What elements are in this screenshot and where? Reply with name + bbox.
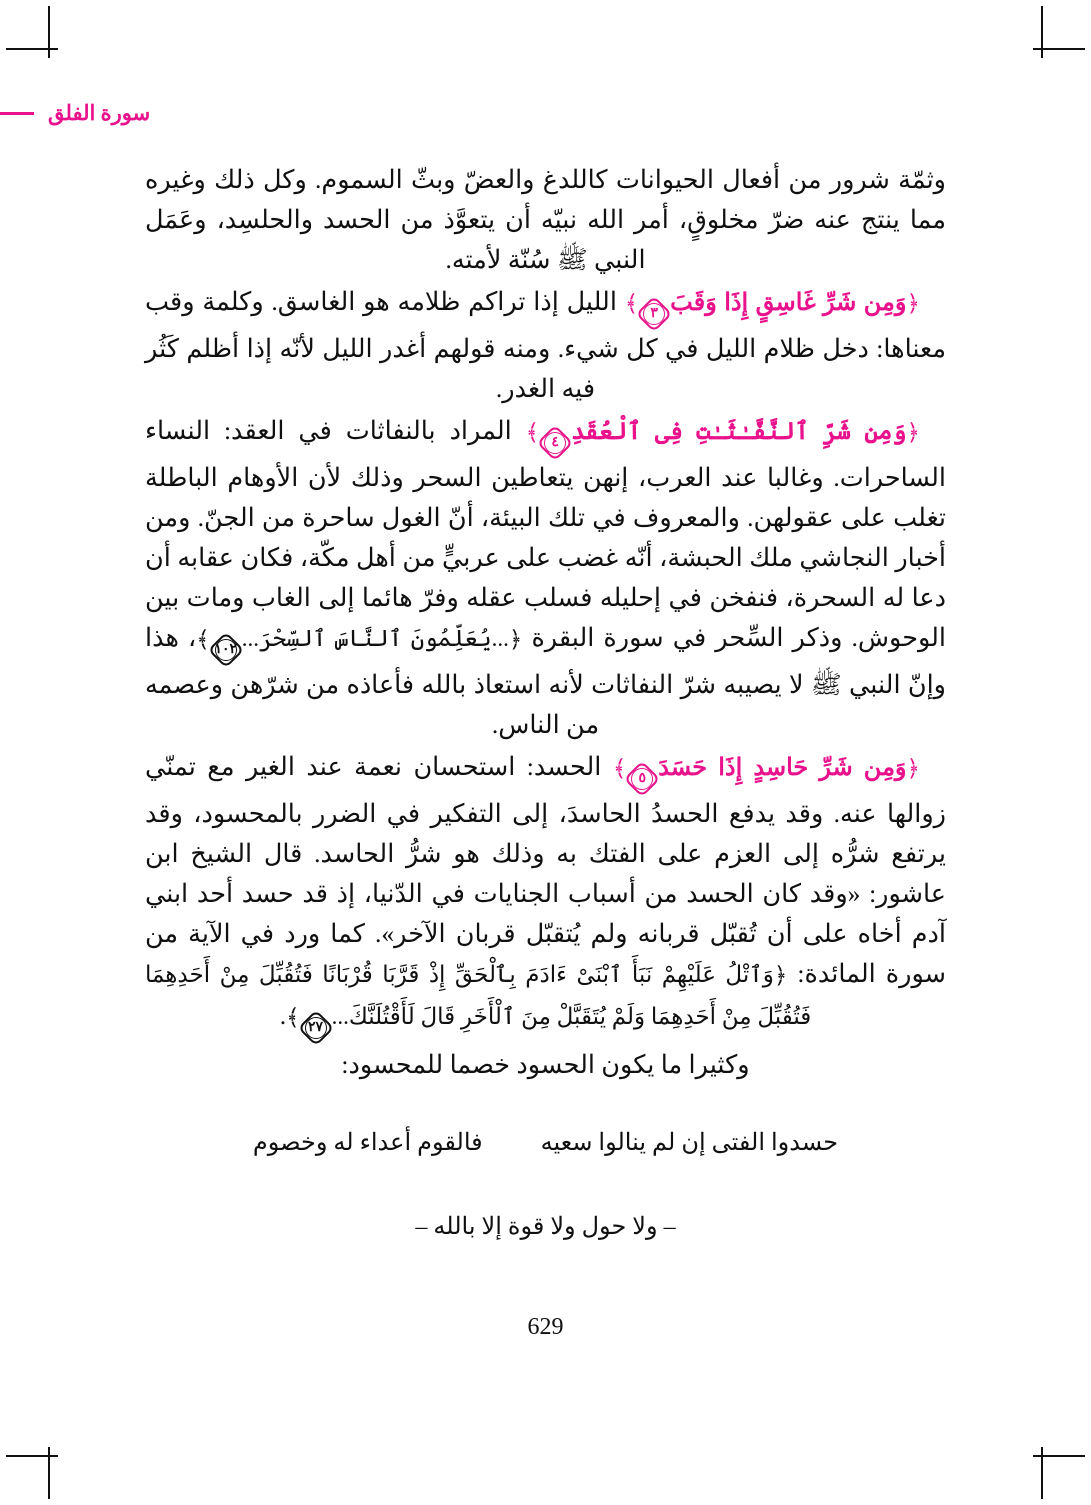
text-column bbox=[145, 160, 946, 1087]
ayah-number: ٥ bbox=[638, 771, 647, 786]
paragraph-ayah-5 bbox=[145, 747, 946, 1043]
surah-title: سورة الفلق bbox=[48, 101, 151, 125]
quran-close-bracket-icon: ﴾ bbox=[612, 756, 627, 781]
inner-quran-verse-text: ...يُعَلِّمُونَ ٱلنَّاسَ ٱلسِّحْرَ... bbox=[241, 626, 509, 651]
crop-mark-bottom-left-horizontal bbox=[6, 1455, 58, 1457]
inner-quran-open-bracket-icon: ﴿ bbox=[508, 627, 523, 652]
paragraph-text: الليل إذا تراكم ظلامه هو الغاسق. وكلمة وقب معناها: دخل ظلام الليل في كل شيء. ومنه قولهم أغدر الليل لأنّه إذا أظلم كَثُر فيه الغدر. bbox=[145, 287, 946, 403]
paragraph-ayah-3 bbox=[145, 282, 946, 409]
header-rule-icon bbox=[0, 112, 34, 115]
paragraph-text-part1: الحسد: استحسان نعمة عند الغير مع تمنّي زوالها عنه. وقد يدفع الحسدُ الحاسدَ، إلى التفكير في الضرر بالمحسود، وقد يرتفع شرُّه إلى العزم على الفتك به وذلك هو شرُّ الحاسد. قال الشيخ ابن عاشور: «وقد كان الحسد من أسباب الجنايات في الدّنيا، إذ قد حسد أحد ابني آدم أخاه على أن تُقبّل قربانه ولم يُتقبّل قربان الآخر». كما ورد في الآية من سورة المائدة: bbox=[145, 752, 947, 988]
inner-quran-close-bracket-icon: ﴾ bbox=[286, 1005, 300, 1030]
crop-mark-top-right-vertical bbox=[1041, 6, 1043, 58]
inner-quran-close-bracket-icon: ﴾ bbox=[196, 627, 210, 652]
crop-mark-bottom-right-horizontal bbox=[1033, 1455, 1085, 1457]
ayah-number: ٣ bbox=[650, 306, 658, 321]
ayah-number-medallion bbox=[639, 299, 669, 329]
quran-open-bracket-icon: ﴿ bbox=[906, 291, 920, 316]
paragraph-text-part2: ، هذا وإنّ النبي ﷺ لا يصيبه شرّ النفاثات لأنه استعاذ بالله فأعاذه من شرّهن وعصمه من الناس. bbox=[145, 623, 946, 739]
crop-mark-top-left-vertical bbox=[48, 6, 50, 58]
quran-close-bracket-icon: ﴾ bbox=[525, 420, 540, 445]
quran-verse-text: وَمِن شَرِّ حَاسِدٍ إِذَا حَسَدَ bbox=[658, 755, 907, 781]
paragraph-text: وثمّة شرور من أفعال الحيوانات كاللدغ والعضّ وبثّ السموم. وكل ذلك وغيره مما ينتج عنه ضرّ مخلوقٍ، أمر الله نبيّه أن يتعوَّذ من الحسد والحلسِد، وعَمَل النبي ﷺ سُنّة لأمته. bbox=[145, 165, 946, 274]
inner-ayah-number-medallion bbox=[301, 1013, 331, 1043]
paragraph-text: وكثيرا ما يكون الحسود خصما للمحسود: bbox=[341, 1050, 750, 1079]
quran-verse-text: وَمِن شَرِّ غَاسِقٍ إِذَا وَقَبَ bbox=[670, 290, 907, 316]
ayah-number-medallion bbox=[627, 764, 657, 794]
quran-close-bracket-icon: ﴾ bbox=[624, 291, 639, 316]
inner-quran-open-bracket-icon: ﴿ bbox=[773, 963, 788, 988]
crop-mark-top-left-horizontal bbox=[6, 48, 58, 50]
quran-open-bracket-icon: ﴿ bbox=[906, 756, 920, 781]
paragraph-poem-lead-in bbox=[145, 1045, 946, 1085]
paragraph-text-part2: . bbox=[279, 1001, 287, 1030]
ayah-number: ٤ bbox=[551, 435, 559, 450]
crop-mark-top-right-horizontal bbox=[1033, 48, 1085, 50]
paragraph-text-part1: المراد بالنفاثات في العقد: النساء الساحرات. وغالبا عند العرب، إنهن يتعاطين السحر وذلك لأن الأوهام الباطلة تغلب على عقولهن. والمعروف في تلك البيئة، أنّ الغول ساحرة من الجنّ. ومن أخبار النجاشي ملك الحبشة، أنّه غضب على عربيٍّ من أهل مكّة، فكان عقابه أن دعا له السحرة، فنفخن في إحليله فسلب عقله وفرّ هائما إلى الغاب ومات بين الوحوش. وذكر السِّحر في سورة البقرة bbox=[145, 416, 946, 652]
paragraph-animal-harms bbox=[145, 160, 946, 280]
poem-hemistich-left: فالقوم أعداء له وخصوم bbox=[252, 1130, 483, 1156]
running-header bbox=[0, 103, 1091, 125]
ayah-number: ٢٧ bbox=[308, 1020, 324, 1035]
paragraph-ayah-4 bbox=[145, 411, 946, 745]
inner-quran-verse-text: وَٱتْلُ عَلَيْهِمْ نَبَأَ ٱبْنَىْ ءَادَمَ بِٱلْحَقِّ إِذْ قَرَّبَا قُرْبَانًا فَتُقُبِّلَ مِنْ أَحَدِهِمَا فَتُقُبِّلَ مِنْ أَحَدِهِمَا وَلَمْ يُتَقَبَّلْ مِنَ ٱلْأَخَرِ قَالَ لَأَقْتُلَنَّكَ... bbox=[145, 962, 812, 1029]
ayah-number: ١٠٢ bbox=[214, 642, 238, 657]
closing-invocation: – ولا حول ولا قوة إلا بالله – bbox=[415, 1214, 676, 1240]
poem-hemistich-right: حسدوا الفتى إن لم ينالوا سعيه bbox=[540, 1130, 839, 1156]
page-number: 629 bbox=[527, 1314, 564, 1340]
poetry-couplet bbox=[145, 1124, 946, 1162]
inner-ayah-number-medallion bbox=[211, 635, 241, 665]
quran-open-bracket-icon: ﴿ bbox=[906, 420, 921, 445]
quran-verse-text: وَمِن شَرِّ ٱلنَّفَّـٰثَـٰتِ فِى ٱلْعُقَدِ bbox=[571, 419, 907, 445]
ayah-number-medallion bbox=[540, 428, 570, 458]
